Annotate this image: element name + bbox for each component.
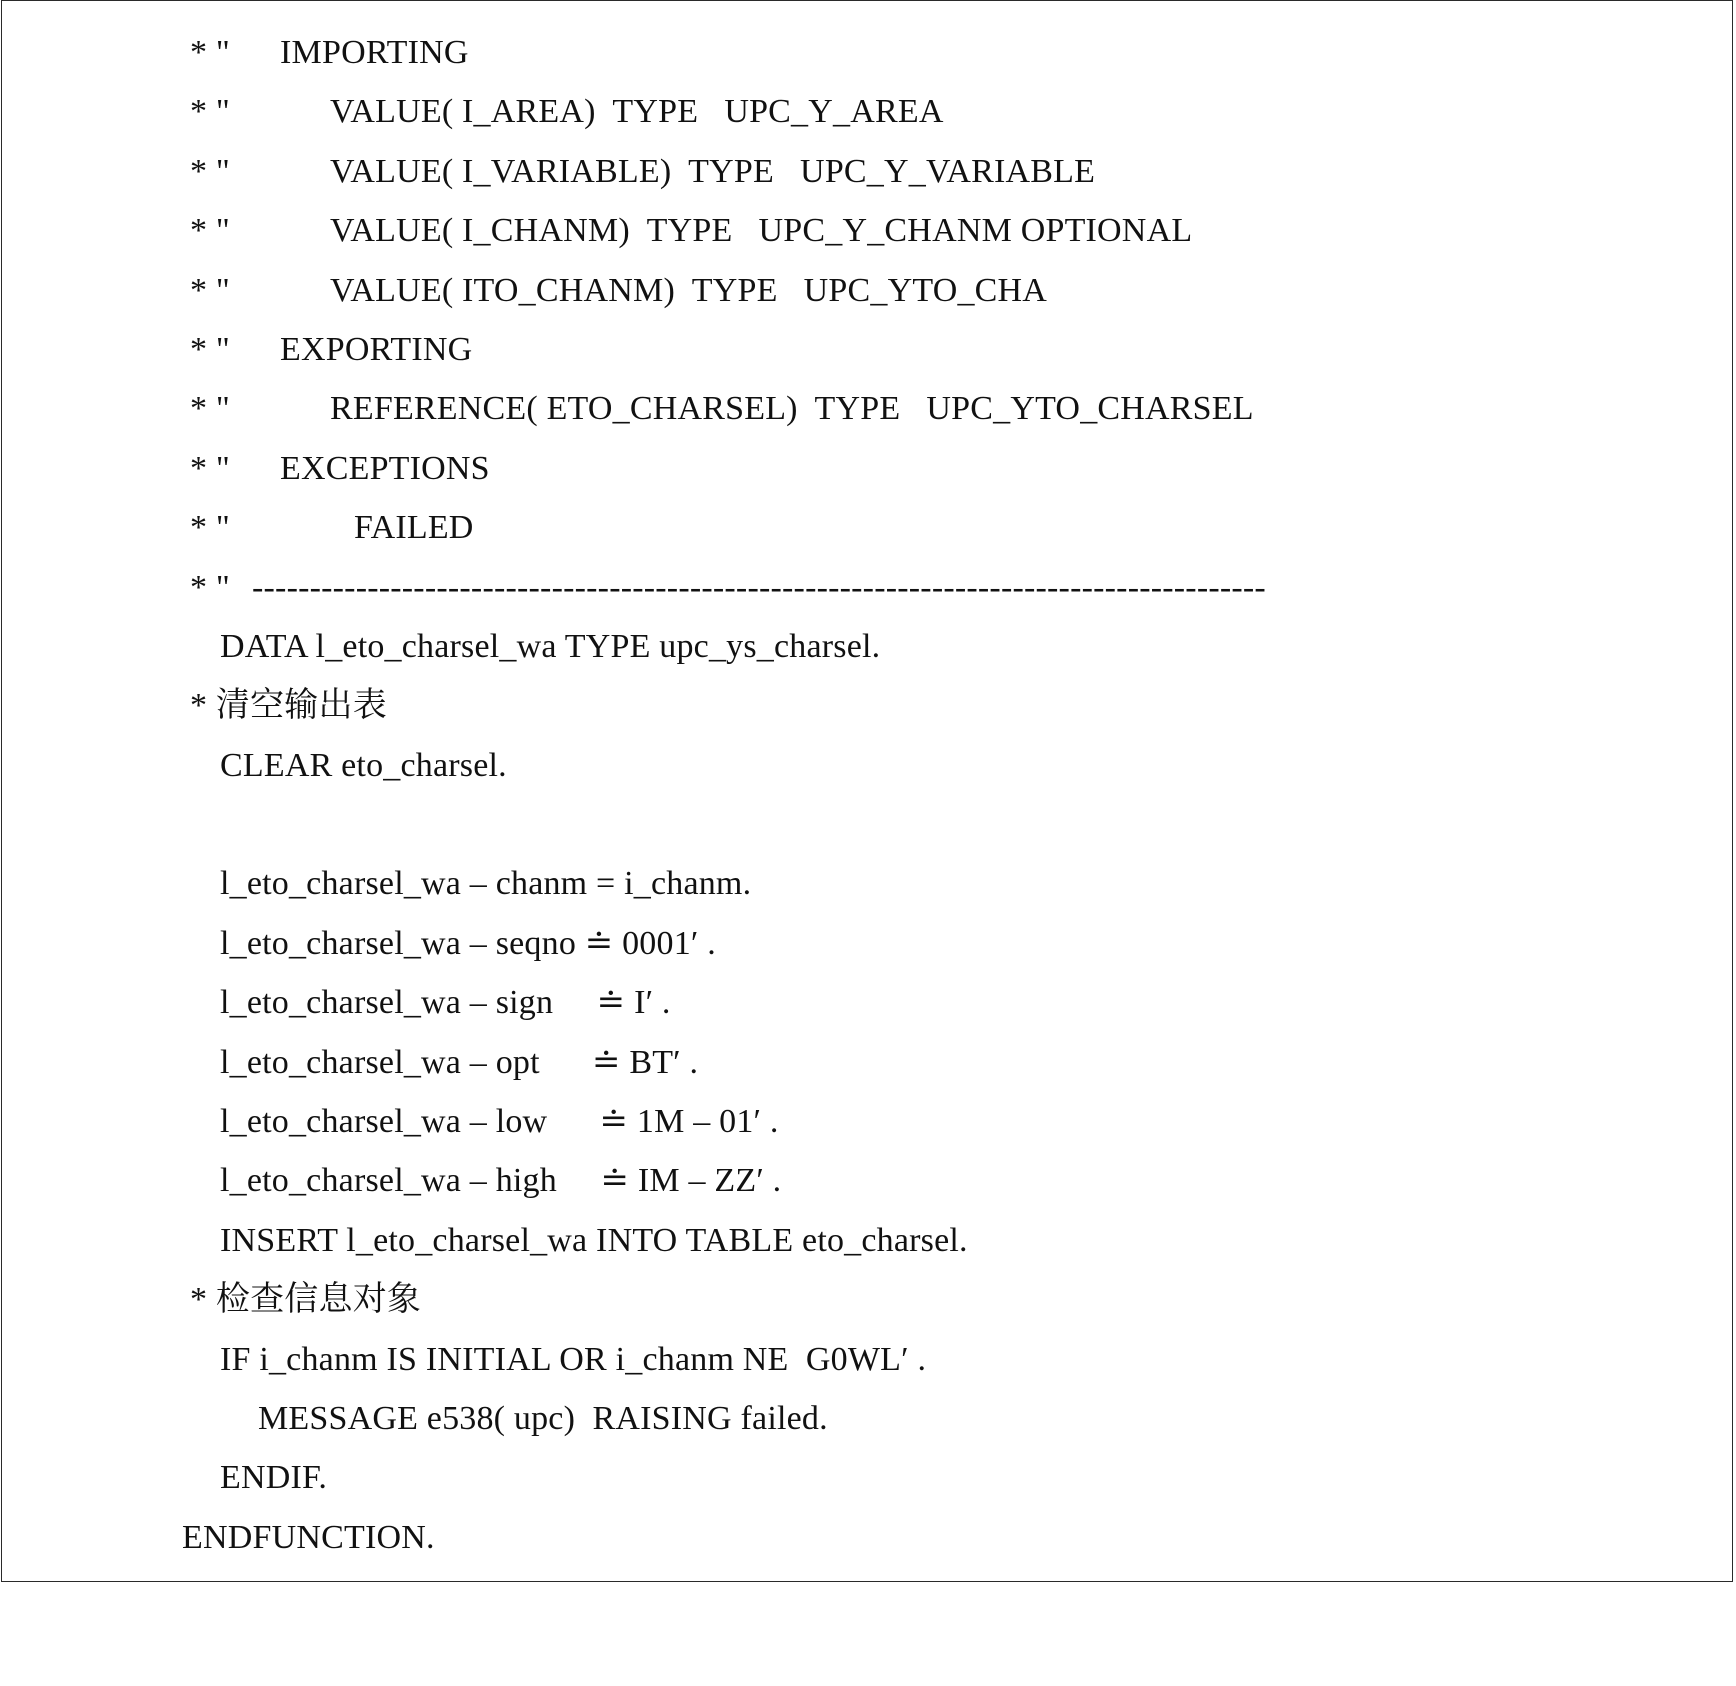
code-text: DATA l_eto_charsel_wa TYPE upc_ys_charsel. bbox=[220, 627, 881, 665]
code-line-assign-opt bbox=[2, 1033, 1732, 1092]
code-line-data-decl bbox=[2, 617, 1732, 676]
code-line-assign-seqno bbox=[2, 914, 1732, 973]
code-line-endif bbox=[2, 1448, 1732, 1507]
comment-marker: * " bbox=[190, 330, 230, 368]
code-line-failed bbox=[2, 498, 1732, 557]
code-line-param-area bbox=[2, 82, 1732, 141]
code-text: INSERT l_eto_charsel_wa INTO TABLE eto_charsel. bbox=[220, 1221, 968, 1259]
code-body bbox=[2, 23, 1732, 1567]
code-line-param-chanm bbox=[2, 201, 1732, 260]
code-comment: * 检查信息对象 bbox=[190, 1281, 422, 1319]
code-text: VALUE( I_CHANM) TYPE UPC_Y_CHANM OPTIONAL bbox=[330, 212, 1193, 250]
separator-dashes: ---------------------------------------------------------------------------------------- bbox=[252, 568, 1266, 606]
code-text: EXCEPTIONS bbox=[280, 449, 490, 487]
code-line-comment-check bbox=[2, 1270, 1732, 1329]
code-line-assign-chanm bbox=[2, 854, 1732, 913]
code-text: VALUE( I_AREA) TYPE UPC_Y_AREA bbox=[330, 93, 944, 131]
code-text: l_eto_charsel_wa – low ≐ 1M – 01′ . bbox=[220, 1103, 779, 1141]
comment-marker: * " bbox=[190, 212, 230, 250]
code-text: IMPORTING bbox=[280, 34, 469, 71]
code-line-assign-high bbox=[2, 1151, 1732, 1210]
comment-marker: * " bbox=[190, 93, 230, 131]
comment-marker: * " bbox=[190, 390, 230, 428]
code-line-param-variable bbox=[2, 142, 1732, 201]
code-comment: * 清空输出表 bbox=[190, 687, 387, 725]
comment-marker: * " bbox=[190, 271, 230, 309]
comment-marker: * " bbox=[190, 34, 230, 71]
code-line-reference bbox=[2, 379, 1732, 438]
code-text: l_eto_charsel_wa – chanm = i_chanm. bbox=[220, 865, 752, 903]
code-text: MESSAGE e538( upc) RAISING failed. bbox=[258, 1399, 828, 1437]
code-text: REFERENCE( ETO_CHARSEL) TYPE UPC_YTO_CHARSEL bbox=[330, 390, 1254, 428]
code-line-endfunction bbox=[2, 1508, 1732, 1567]
code-line-insert bbox=[2, 1211, 1732, 1270]
code-text: l_eto_charsel_wa – seqno ≐ 0001′ . bbox=[220, 924, 716, 962]
code-text: l_eto_charsel_wa – opt ≐ BT′ . bbox=[220, 1043, 699, 1081]
code-line-blank bbox=[2, 795, 1732, 854]
code-line-exporting bbox=[2, 320, 1732, 379]
code-text: l_eto_charsel_wa – high ≐ IM – ZZ′ . bbox=[220, 1162, 782, 1200]
code-line-comment-clear bbox=[2, 676, 1732, 735]
comment-marker: * " bbox=[190, 509, 230, 547]
code-line-if bbox=[2, 1330, 1732, 1389]
code-text: IF i_chanm IS INITIAL OR i_chanm NE G0WL′ . bbox=[220, 1340, 927, 1378]
code-line-separator bbox=[2, 558, 1732, 617]
comment-marker: * " bbox=[190, 152, 230, 190]
code-line-importing bbox=[2, 23, 1732, 82]
code-line-exceptions bbox=[2, 439, 1732, 498]
code-text: ENDIF. bbox=[220, 1459, 328, 1497]
code-text: l_eto_charsel_wa – sign ≐ I′ . bbox=[220, 984, 671, 1022]
comment-marker: * " bbox=[190, 449, 230, 487]
code-text: CLEAR eto_charsel. bbox=[220, 746, 507, 784]
code-listing-frame bbox=[1, 0, 1733, 1582]
code-text: ENDFUNCTION. bbox=[182, 1518, 435, 1556]
code-line-param-ito-chanm bbox=[2, 261, 1732, 320]
comment-marker: * " bbox=[190, 568, 230, 606]
code-line-clear bbox=[2, 736, 1732, 795]
code-text: VALUE( ITO_CHANM) TYPE UPC_YTO_CHA bbox=[330, 271, 1048, 309]
code-line-assign-sign bbox=[2, 973, 1732, 1032]
code-text: EXPORTING bbox=[280, 330, 473, 368]
code-line-assign-low bbox=[2, 1092, 1732, 1151]
code-text: VALUE( I_VARIABLE) TYPE UPC_Y_VARIABLE bbox=[330, 152, 1096, 190]
code-line-message bbox=[2, 1389, 1732, 1448]
code-text: FAILED bbox=[354, 509, 474, 547]
